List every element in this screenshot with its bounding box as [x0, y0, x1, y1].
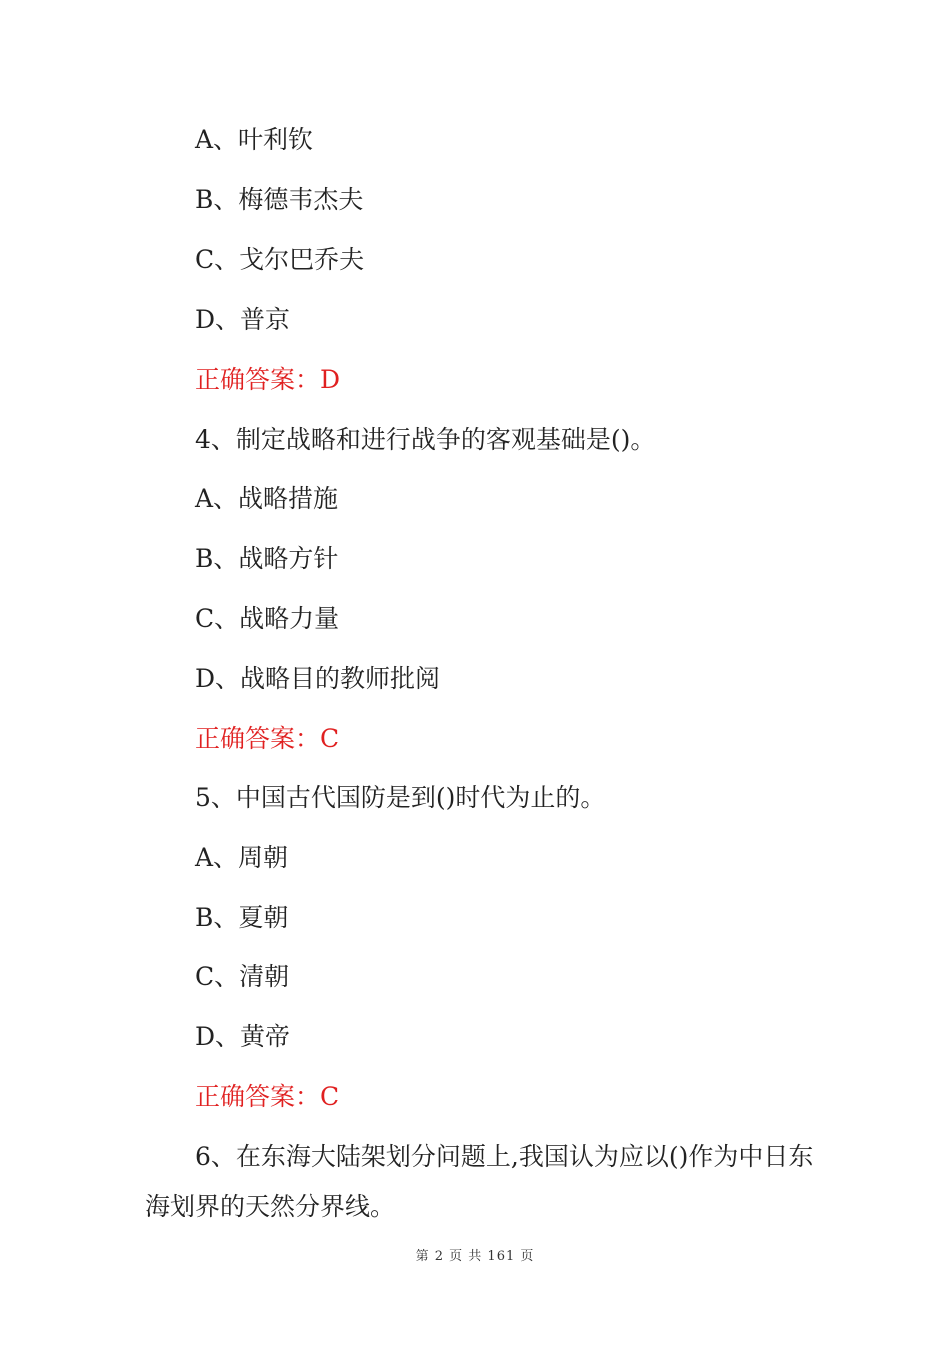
q3-option-c: C、戈尔巴乔夫: [195, 245, 365, 274]
page-footer: 第 2 页 共 161 页: [415, 1249, 535, 1264]
q4-option-d: D、战略目的教师批阅: [195, 664, 441, 693]
q4-option-c: C、战略力量: [195, 604, 340, 633]
q6-question: 6、在东海大陆架划分问题上,我国认为应以()作为中日东海划界的天然分界线。: [145, 1142, 814, 1221]
q5-answer: 正确答案：C: [195, 1082, 340, 1111]
q3-option-d: D、普京: [195, 305, 291, 334]
q5-option-d: D、黄帝: [195, 1022, 291, 1051]
q4-option-b: B、战略方针: [195, 544, 339, 573]
q5-option-a: A、周朝: [195, 843, 289, 872]
q5-option-c: C、清朝: [195, 962, 290, 991]
q4-answer: 正确答案：C: [195, 724, 340, 753]
q3-option-a: A、叶利钦: [195, 125, 314, 154]
q4-question: 4、制定战略和进行战争的客观基础是()。: [195, 425, 656, 454]
q3-option-b: B、梅德韦杰夫: [195, 185, 364, 214]
q5-question: 5、中国古代国防是到()时代为止的。: [195, 783, 606, 812]
q4-option-a: A、战略措施: [195, 484, 339, 513]
q3-answer: 正确答案：D: [195, 365, 341, 394]
q5-option-b: B、夏朝: [195, 903, 289, 932]
